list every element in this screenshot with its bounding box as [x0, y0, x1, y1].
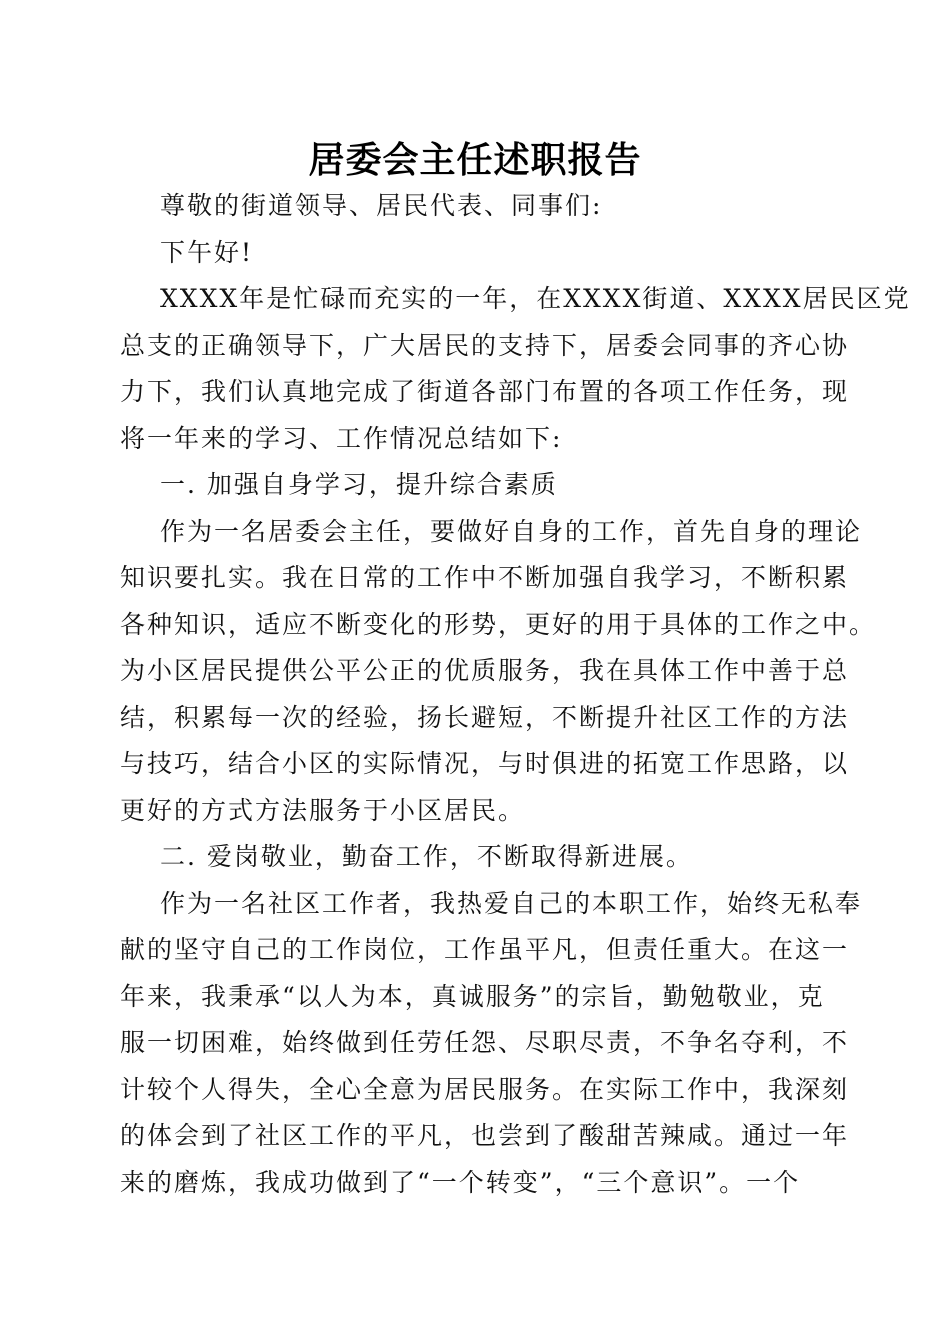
- section-heading-1: [120, 462, 828, 509]
- text-line: 一. 加强自身学习，提升综合素质: [160, 470, 558, 499]
- text-line: 将一年来的学习、工作情况总结如下:: [120, 423, 563, 453]
- text-line: 计较个人得失，全心全意为居民服务。在实际工作中，我深刻: [120, 1074, 850, 1104]
- text-line: 作为一名社区工作者，我热爱自己的本职工作，始终无私奉: [160, 888, 863, 918]
- text-line: 来的磨炼，我成功做到了“一个转变”，“三个意识”。一个: [120, 1167, 801, 1197]
- text-line: 为小区居民提供公平公正的优质服务，我在具体工作中善于总: [120, 656, 850, 685]
- intro-paragraph: [120, 276, 911, 462]
- text-line: 结，积累每一次的经验，扬长避短，不断提升社区工作的方法: [120, 702, 850, 732]
- text-line: 各种知识，适应不断变化的形势，更好的用于具体的工作之中。: [120, 609, 877, 639]
- text-line: 服一切困难，始终做到任劳任怨、尽职尽责，不争名夺利，不: [120, 1028, 850, 1057]
- greeting-paragraph: [120, 230, 828, 277]
- text-line: 献的坚守自己的工作岗位，工作虽平凡，但责任重大。在这一: [120, 935, 850, 964]
- text-line: 更好的方式方法服务于小区居民。: [120, 795, 526, 825]
- text-line: XXXX年是忙碌而充实的一年，在XXXX街道、XXXX居民区党: [160, 284, 911, 313]
- text-line: 二. 爱岗敬业，勤奋工作，不断取得新进展。: [160, 842, 693, 871]
- text-line: 年来，我秉承“以人为本，真诚服务”的宗旨，勤勉敬业，克: [120, 981, 825, 1011]
- section-2-paragraph: [120, 881, 863, 1207]
- text-line: 的体会到了社区工作的平凡，也尝到了酸甜苦辣咸。通过一年: [120, 1121, 850, 1150]
- salutation-paragraph: [120, 183, 828, 230]
- text-line: 下午好!: [160, 237, 254, 267]
- text-line: 知识要扎实。我在日常的工作中不断加强自我学习，不断积累: [120, 563, 850, 592]
- section-1-paragraph: [120, 509, 877, 835]
- text-line: 总支的正确领导下，广大居民的支持下，居委会同事的齐心协: [120, 330, 850, 360]
- section-heading-2: [120, 834, 828, 881]
- text-line: 尊敬的街道领导、居民代表、同事们:: [160, 191, 603, 220]
- text-line: 力下，我们认真地完成了街道各部门布置的各项工作任务，现: [120, 377, 850, 406]
- text-line: 作为一名居委会主任，要做好自身的工作，首先自身的理论: [160, 516, 863, 546]
- document-title: 居委会主任述职报告: [308, 139, 642, 181]
- document-body: [120, 183, 911, 1206]
- text-line: 与技巧，结合小区的实际情况，与时俱进的拓宽工作思路，以: [120, 749, 850, 778]
